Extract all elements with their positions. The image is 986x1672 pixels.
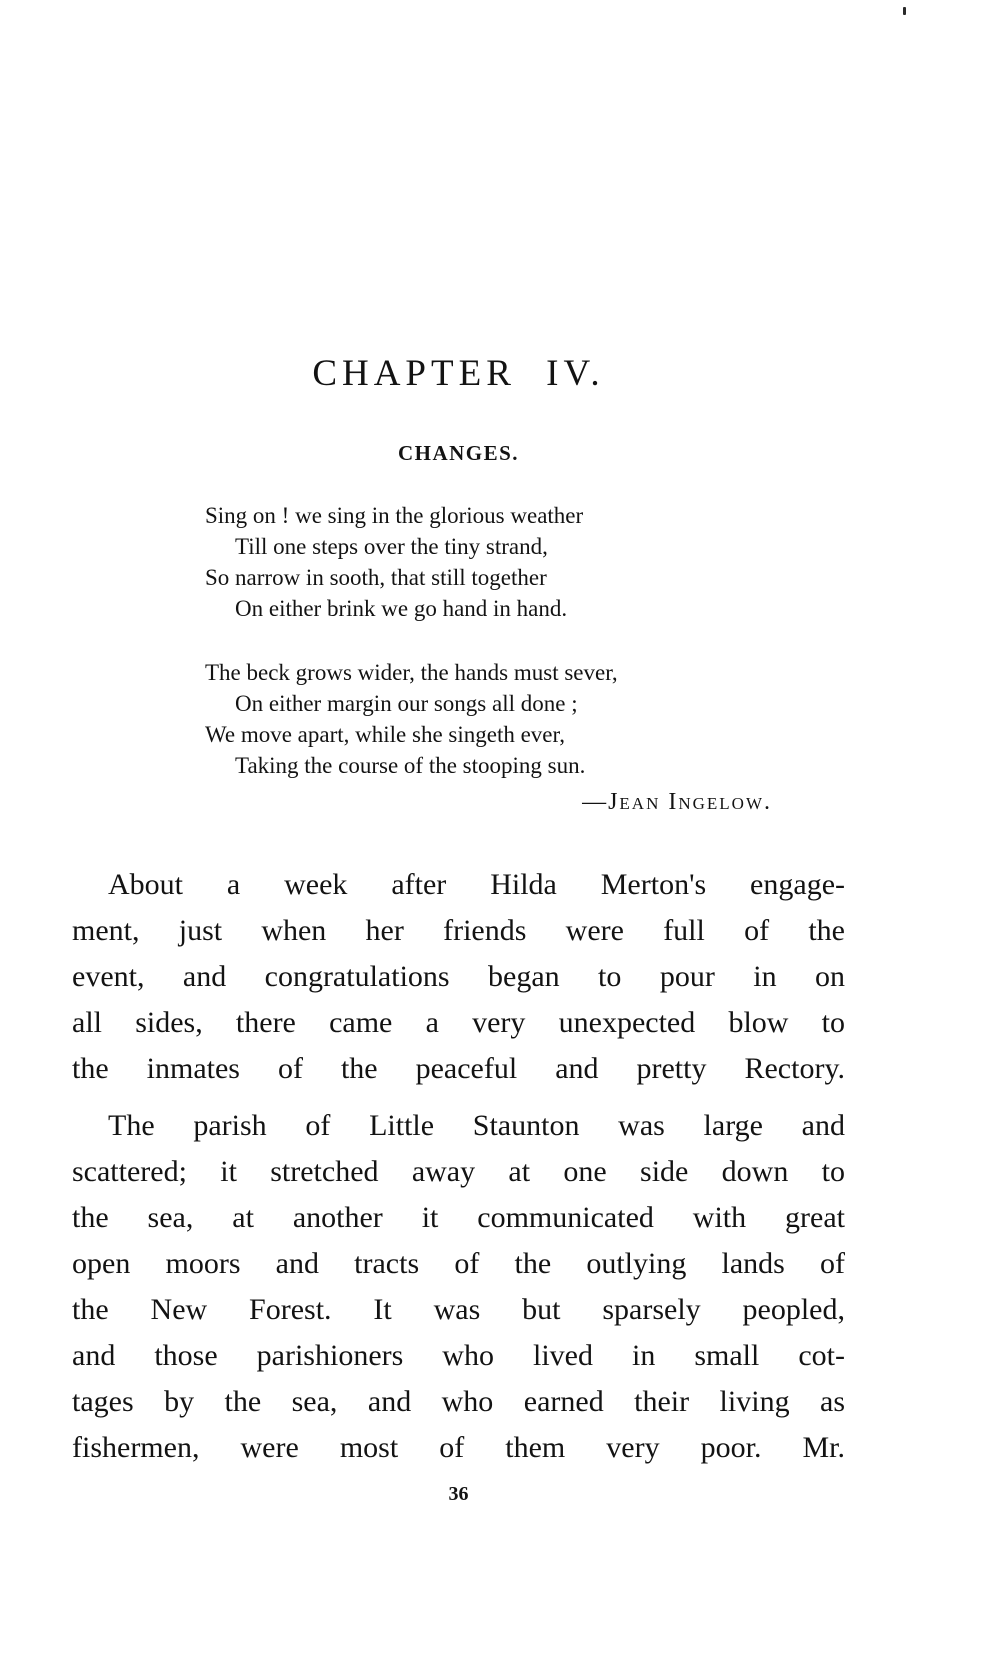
poem-line: We move apart, while she singeth ever, bbox=[205, 722, 565, 747]
poem-stanza-1 bbox=[205, 500, 845, 624]
paragraph-1 bbox=[72, 862, 845, 1092]
paragraph-2 bbox=[72, 1103, 845, 1471]
poem-line: On either margin our songs all done ; bbox=[235, 691, 578, 716]
poem-line: On either brink we go hand in hand. bbox=[235, 596, 568, 621]
body-text-line: tages by the sea, and who earned their living as bbox=[72, 1385, 845, 1418]
section-title: CHANGES. bbox=[397, 441, 520, 465]
page-number: 36 bbox=[448, 1483, 469, 1505]
body-text-line: the sea, at another it communicated with great bbox=[72, 1201, 845, 1234]
book-page bbox=[72, 0, 845, 1506]
poem-line: Till one steps over the tiny strand, bbox=[235, 534, 548, 559]
epigraph-poem bbox=[205, 500, 845, 818]
body-text-line: and those parishioners who lived in small cot- bbox=[72, 1339, 845, 1372]
body-text-line: open moors and tracts of the outlying lands of bbox=[72, 1247, 845, 1280]
body-text-line: scattered; it stretched away at one side down to bbox=[72, 1155, 845, 1188]
body-text-line: event, and congratulations began to pour in on bbox=[72, 960, 845, 993]
poem-stanza-2 bbox=[205, 657, 845, 781]
body-text-line: the New Forest. It was but sparsely peopled, bbox=[72, 1293, 845, 1326]
body-text-line: About a week after Hilda Merton's engage- bbox=[108, 868, 845, 901]
body-text-line: The parish of Little Staunton was large and bbox=[108, 1109, 845, 1142]
poem-line: So narrow in sooth, that still together bbox=[205, 565, 547, 590]
scan-artifact-dot bbox=[903, 7, 906, 15]
body-text-line: all sides, there came a very unexpected blow to bbox=[72, 1006, 845, 1039]
body-text-line: the inmates of the peaceful and pretty Rectory. bbox=[72, 1052, 845, 1085]
poem-attribution: —Jean Ingelow. bbox=[582, 789, 772, 815]
chapter-heading: CHAPTER IV. bbox=[312, 353, 605, 394]
body-text bbox=[72, 862, 845, 1471]
poem-line: Sing on ! we sing in the glorious weather bbox=[205, 503, 584, 528]
body-text-line: ment, just when her friends were full of the bbox=[72, 914, 845, 947]
body-text-line: fishermen, were most of them very poor. Mr. bbox=[72, 1431, 845, 1464]
poem-line: Taking the course of the stooping sun. bbox=[235, 753, 586, 778]
poem-line: The beck grows wider, the hands must sever, bbox=[205, 660, 618, 685]
